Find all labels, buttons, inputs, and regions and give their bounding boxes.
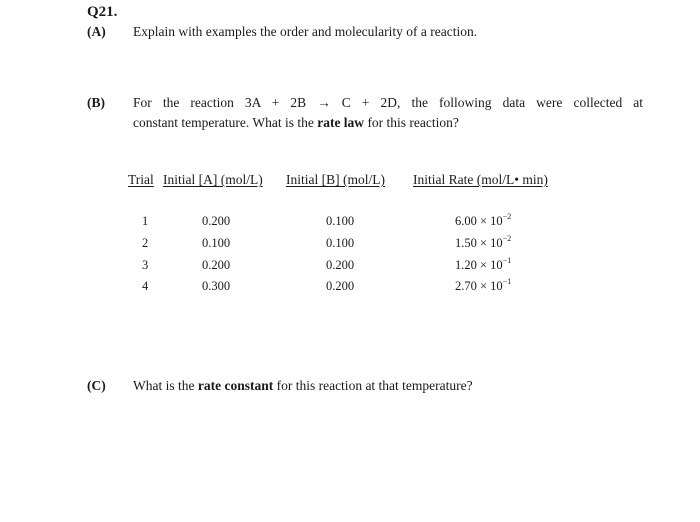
row1-rate xyxy=(455,214,511,229)
row2-a: 0.100 xyxy=(202,236,231,250)
row2-b: 0.100 xyxy=(326,236,355,250)
row4-trial: 4 xyxy=(142,279,149,293)
header-initial-b: Initial [B] (mol/L) xyxy=(286,172,385,187)
row4-rate-mantissa: 2.70 × 10 xyxy=(455,279,503,293)
row2-trial: 2 xyxy=(142,236,149,250)
header-initial-a: Initial [A] (mol/L) xyxy=(163,172,263,187)
row2-rate xyxy=(455,236,511,251)
row4-b: 0.200 xyxy=(326,279,355,293)
header-initial-rate: Initial Rate (mol/L• min) xyxy=(413,172,548,187)
row1-rate-exponent: −2 xyxy=(502,212,512,221)
row1-a: 0.200 xyxy=(202,214,231,228)
row3-b: 0.200 xyxy=(326,258,355,272)
part-c-label: (C) xyxy=(87,378,106,393)
part-b-line2-pre: constant temperature. What is the xyxy=(133,115,318,130)
part-a-label: (A) xyxy=(87,24,106,39)
part-c-pre: What is the xyxy=(133,378,198,393)
part-c-post: for this reaction at that temperature? xyxy=(273,378,473,393)
part-b-line1: For the reaction 3A + 2B → C + 2D, the following data were collected at xyxy=(133,95,643,110)
row2-rate-exponent: −2 xyxy=(502,234,512,243)
part-b-label: (B) xyxy=(87,95,105,110)
header-trial: Trial xyxy=(128,172,154,187)
row3-rate xyxy=(455,258,511,273)
row4-rate-exponent: −1 xyxy=(502,277,512,286)
part-b-line2-post: for this reaction? xyxy=(364,115,459,130)
row1-rate-mantissa: 6.00 × 10 xyxy=(455,214,503,228)
row3-rate-exponent: −1 xyxy=(502,256,512,265)
part-b-text xyxy=(133,93,643,133)
rate-law-emphasis: rate law xyxy=(317,115,365,130)
row3-trial: 3 xyxy=(142,258,149,272)
part-a-text: Explain with examples the order and molecularity of a reaction. xyxy=(133,24,478,39)
row1-trial: 1 xyxy=(142,214,149,228)
row3-rate-mantissa: 1.20 × 10 xyxy=(455,258,503,272)
row4-rate xyxy=(455,279,511,294)
question-number: Q21. xyxy=(87,4,118,20)
part-c-text xyxy=(133,378,473,394)
rate-constant-emphasis: rate constant xyxy=(197,378,274,393)
part-b-line2 xyxy=(133,113,643,133)
row1-b: 0.100 xyxy=(326,214,355,228)
row2-rate-mantissa: 1.50 × 10 xyxy=(455,236,503,250)
row3-a: 0.200 xyxy=(202,258,231,272)
row4-a: 0.300 xyxy=(202,279,231,293)
